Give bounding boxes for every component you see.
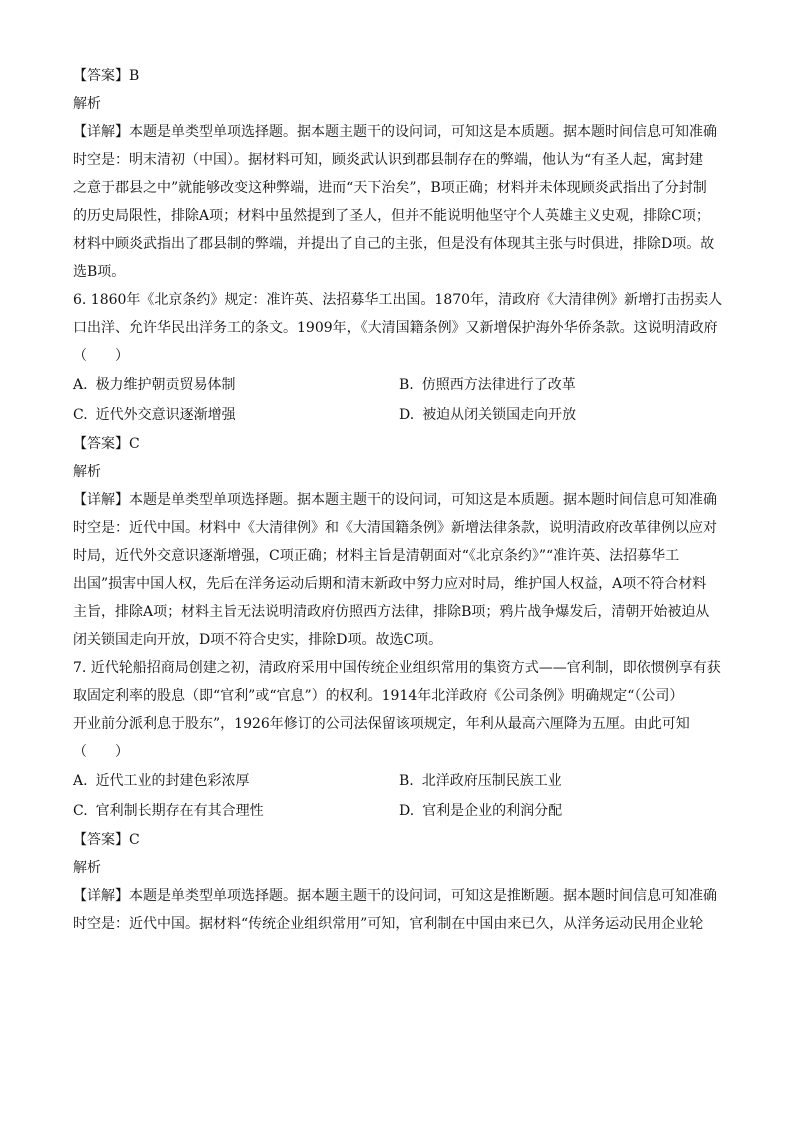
q5-detail-line: 【详解】本题是单类型单项选择题。据本题主题干的设问词，可知这是本质题。据本题时间信息可知准确 <box>73 124 717 140</box>
q5-answer-line <box>73 62 723 90</box>
q6-detail-line: 时局，近代外交意识逐渐增强，C项正确；材料主旨是清朝面对“《北京条约》”“准许英、法招募华工 <box>73 548 680 564</box>
q5-analysis-heading <box>73 90 723 118</box>
answer-value: C <box>129 436 140 452</box>
analysis-tag: 解析 <box>73 860 101 876</box>
q5-detail-line: 之意于郡县之中”就能够改变这种弊端，进而“天下治矣”，B项正确；材料并未体现顾炎武指出了分封制 <box>73 180 707 196</box>
q6-options-row-1 <box>73 370 723 400</box>
q5-detail-line: 选B项。 <box>73 264 126 280</box>
document-page <box>73 62 723 938</box>
analysis-tag: 解析 <box>73 464 101 480</box>
q6-detail-line: 出国”损害中国人权，先后在洋务运动后期和清末新政中努力应对时局，维护国人权益，A项不符合材料 <box>73 576 707 592</box>
q6-option-d: D. 被迫从闭关锁国走向开放 <box>399 407 577 423</box>
q6-option-c: C. 近代外交意识逐渐增强 <box>73 407 236 423</box>
q6-options-row-2 <box>73 400 723 430</box>
q6-answer-line <box>73 430 723 458</box>
answer-tag: 【答案】 <box>73 436 129 452</box>
q7-stem-line: 7. 近代轮船招商局创建之初，清政府采用中国传统企业组织常用的集资方式——官利制，即依惯例享有获 <box>73 660 721 676</box>
q7-stem-line: （ ） <box>73 744 129 760</box>
q7-detail-line: 时空是：近代中国。据材料“传统企业组织常用”可知，官利制在中国由来已久，从洋务运动民用企业轮 <box>73 916 704 932</box>
q5-detail-line: 的历史局限性，排除A项；材料中虽然提到了圣人，但并不能说明他坚守个人英雄主义史观，排除C项； <box>73 208 710 224</box>
q6-stem-line: 6. 1860年《北京条约》规定：准许英、法招募华工出国。1870年，清政府《大清律例》新增打击拐卖人 <box>73 292 723 308</box>
q7-stem-line: 取固定利率的股息（即“官利”或“官息”）的权利。1914年北洋政府《公司条例》明确规定“（公司） <box>73 688 684 704</box>
q6-detail-line: 【详解】本题是单类型单项选择题。据本题主题干的设问词，可知这是本质题。据本题时间信息可知准确 <box>73 492 717 508</box>
answer-tag: 【答案】 <box>73 68 129 84</box>
q7-option-c: C. 官利制长期存在有其合理性 <box>73 803 264 819</box>
q7-detail-line: 【详解】本题是单类型单项选择题。据本题主题干的设问词，可知这是推断题。据本题时间信息可知准确 <box>73 888 717 904</box>
q7-option-a: A. 近代工业的封建色彩浓厚 <box>73 773 250 789</box>
answer-value: B <box>129 68 140 84</box>
q7-analysis-heading <box>73 854 723 882</box>
q6-detail-line: 主旨，排除A项；材料主旨无法说明清政府仿照西方法律，排除B项；鸦片战争爆发后，清朝开始被迫从 <box>73 604 710 620</box>
q6-detail-line: 闭关锁国走向开放，D项不符合史实，排除D项。故选C项。 <box>73 632 443 648</box>
answer-tag: 【答案】 <box>73 832 129 848</box>
q6-option-a: A. 极力维护朝贡贸易体制 <box>73 377 236 393</box>
analysis-tag: 解析 <box>73 96 101 112</box>
q5-detail-line: 材料中顾炎武指出了郡县制的弊端，并提出了自己的主张，但是没有体现其主张与时俱进，排除D项。故 <box>73 236 715 252</box>
q7-stem-line: 开业前分派利息于股东”，1926年修订的公司法保留该项规定，年利从最高六厘降为五厘。由此可知 <box>73 716 690 732</box>
q5-detail-line: 时空是：明末清初（中国）。据材料可知，顾炎武认识到郡县制存在的弊端，他认为“有圣人起，寓封建 <box>73 152 704 168</box>
q7-option-d: D. 官利是企业的利润分配 <box>399 803 563 819</box>
q6-option-b: B. 仿照西方法律进行了改革 <box>399 377 576 393</box>
q6-stem-line: （ ） <box>73 348 129 364</box>
q7-option-b: B. 北洋政府压制民族工业 <box>399 773 562 789</box>
q6-stem-line: 口出洋、允许华民出洋务工的条文。1909年，《大清国籍条例》又新增保护海外华侨条款。这说明清政府 <box>73 320 718 336</box>
q7-options-row-1 <box>73 766 723 796</box>
q6-analysis-heading <box>73 458 723 486</box>
q7-answer-line <box>73 826 723 854</box>
q6-detail-line: 时空是：近代中国。材料中《大清律例》和《大清国籍条例》新增法律条款，说明清政府改革律例以应对 <box>73 520 717 536</box>
answer-value: C <box>129 832 140 848</box>
q7-options-row-2 <box>73 796 723 826</box>
